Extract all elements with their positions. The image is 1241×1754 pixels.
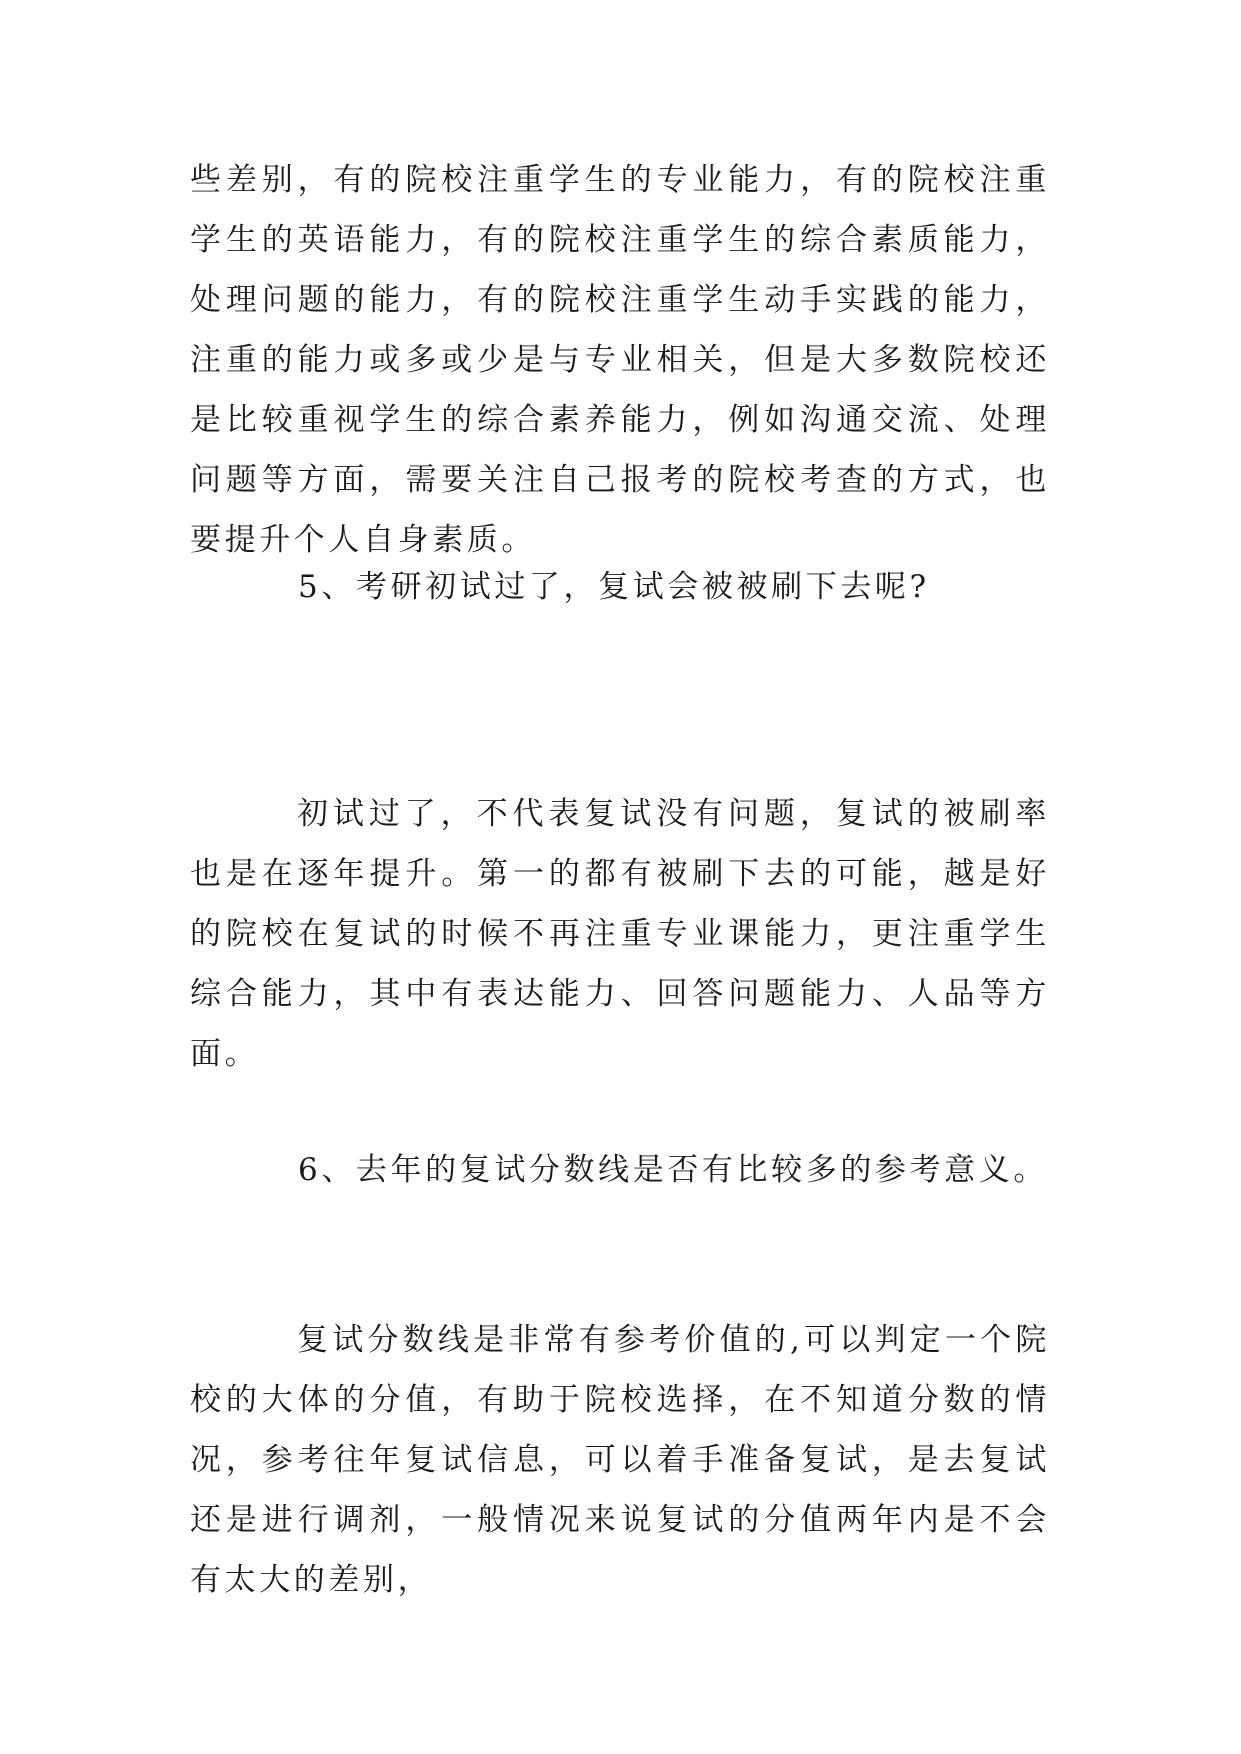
section-6-paragraph: 复试分数线是非常有参考价值的,可以判定一个院校的大体的分值，有助于院校选择，在不知道分数的情况，参考往年复试信息，可以着手准备复试，是去复试还是进行调剂，一般情况来说复试的分值两年内是不会有太大的差别， xyxy=(190,1322,1050,1598)
continued-paragraph: 些差别，有的院校注重学生的专业能力，有的院校注重学生的英语能力，有的院校注重学生的综合素质能力，处理问题的能力，有的院校注重学生动手实践的能力，注重的能力或多或少是与专业相关，但是大多数院校还是比较重视学生的综合素养能力，例如沟通交流、处理问题等方面，需要关注自己报考的院校考查的方式，也要提升个人自身素质。 xyxy=(190,162,1050,558)
section-heading-5: 5、考研初试过了，复试会被被刷下去呢? xyxy=(298,569,930,605)
section-heading-6: 6、去年的复试分数线是否有比较多的参考意义。 xyxy=(298,1152,1048,1188)
section-5-paragraph: 初试过了，不代表复试没有问题，复试的被刷率也是在逐年提升。第一的都有被刷下去的可能，越是好的院校在复试的时候不再注重专业课能力，更注重学生综合能力，其中有表达能力、回答问题能力、人品等方面。 xyxy=(190,796,1050,1072)
